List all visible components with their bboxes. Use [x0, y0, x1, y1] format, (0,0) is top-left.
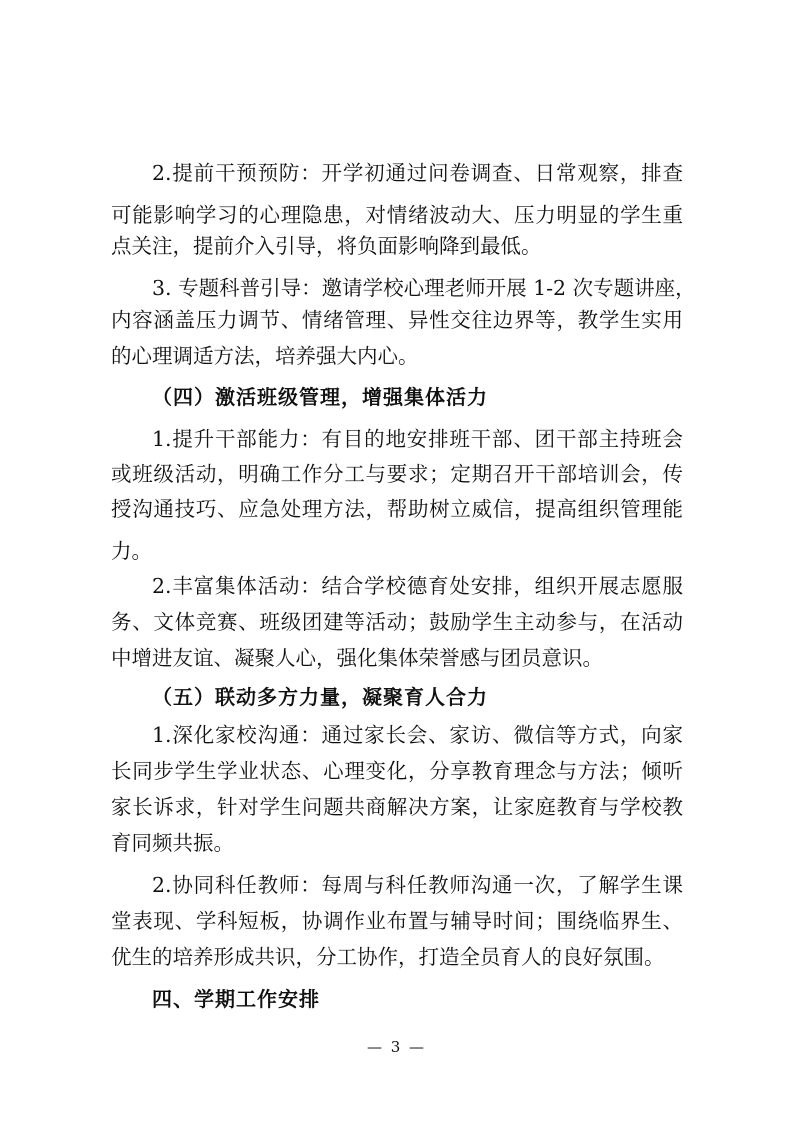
- body-text-line: 务、文体竞赛、班级团建等活动；鼓励学生主动参与，在活动: [111, 610, 683, 634]
- body-text-line: 长同步学生学业状态、心理变化，分享教育理念与方法；倾听: [111, 759, 683, 783]
- body-text-line: 的心理调适方法，培养强大内心。: [111, 344, 419, 368]
- body-text-line: 授沟通技巧、应急处理方法，帮助树立威信，提高组织管理能: [111, 497, 683, 521]
- body-text-line: 堂表现、学科短板，协调作业布置与辅导时间；围绕临界生、: [111, 909, 683, 933]
- body-text-line: 内容涵盖压力调节、情绪管理、异性交往边界等，教学生实用: [111, 308, 683, 332]
- body-text-line: 点关注，提前介入引导，将负面影响降到最低。: [111, 234, 542, 258]
- body-text-line: 家长诉求，针对学生问题共商解决方案，让家庭教育与学校教: [111, 795, 683, 819]
- body-text-line: 1.提升干部能力：有目的地安排班干部、团干部主持班会: [152, 427, 683, 451]
- section-heading: （四）激活班级管理，增强集体活力: [152, 385, 488, 409]
- body-text-line: 1.深化家校沟通：通过家长会、家访、微信等方式，向家: [152, 723, 683, 747]
- body-text-line: 2.提前干预预防：开学初通过问卷调查、日常观察，排查: [152, 161, 683, 185]
- body-text-line: 3. 专题科普引导：邀请学校心理老师开展 1-2 次专题讲座，: [152, 276, 696, 300]
- body-text-line: 或班级活动，明确工作分工与要求；定期召开干部培训会，传: [111, 462, 683, 486]
- body-text-line: 2.协同科任教师：每周与科任教师沟通一次，了解学生课: [152, 873, 683, 897]
- body-text-line: 中增进友谊、凝聚人心，强化集体荣誉感与团员意识。: [111, 646, 603, 670]
- page-number: — 3 —: [366, 1038, 427, 1056]
- body-text-line: 育同频共振。: [111, 831, 234, 855]
- body-text-line: 力。: [111, 539, 152, 563]
- body-text-line: 2.丰富集体活动：结合学校德育处安排，组织开展志愿服: [152, 574, 683, 598]
- section-heading: 四、学期工作安排: [152, 987, 320, 1011]
- body-text-line: 优生的培养形成共识，分工协作，打造全员育人的良好氛围。: [111, 945, 665, 969]
- section-heading: （五）联动多方力量，凝聚育人合力: [152, 685, 488, 709]
- body-text-line: 可能影响学习的心理隐患，对情绪波动大、压力明显的学生重: [111, 203, 683, 227]
